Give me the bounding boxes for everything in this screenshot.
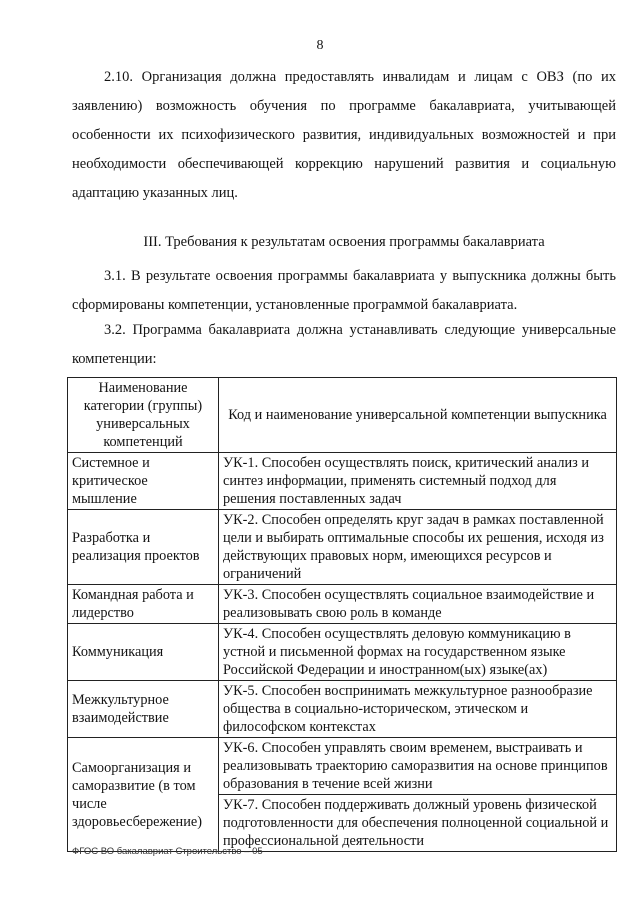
category-cell: Коммуникация — [68, 624, 219, 681]
table-row — [68, 681, 617, 738]
table-row — [68, 453, 617, 510]
header-category: Наименование категории (группы) универсальных компетенций — [68, 378, 219, 453]
competencies-table — [67, 377, 617, 852]
table-row — [68, 738, 617, 795]
category-cell: Системное и критическое мышление — [68, 453, 219, 510]
paragraph-2-10: 2.10. Организация должна предоставлять инвалидам и лицам с ОВЗ (по их заявлению) возможность обучения по программе бакалавриата, учитывающей особенности их психофизического развития, индивидуальных возможностей и при необходимости обеспечивающей коррекцию нарушений развития и социальную адаптацию указанных лиц. — [72, 69, 616, 201]
paragraph-3-2: 3.2. Программа бакалавриата должна устанавливать следующие универсальные компетенции: — [72, 322, 616, 367]
section-title: III. Требования к результатам освоения программы бакалавриата — [143, 234, 545, 250]
competence-cell: УК-3. Способен осуществлять социальное взаимодействие и реализовывать свою роль в команде — [219, 585, 617, 624]
header-competence: Код и наименование универсальной компетенции выпускника — [219, 378, 617, 453]
category-cell: Командная работа и лидерство — [68, 585, 219, 624]
category-cell: Межкультурное взаимодействие — [68, 681, 219, 738]
competence-cell: УК-4. Способен осуществлять деловую коммуникацию в устной и письменной формах на государственном языке Российской Федерации и иностранном(ых) языке(ах) — [219, 624, 617, 681]
competence-cell: УК-7. Способен поддерживать должный уровень физической подготовленности для обеспечения полноценной социальной и профессиональной деятельности — [219, 795, 617, 852]
category-cell: Разработка и реализация проектов — [68, 510, 219, 585]
competence-cell: УК-6. Способен управлять своим временем, выстраивать и реализовывать траекторию саморазвития на основе принципов образования в течение всей жизни — [219, 738, 617, 795]
table-row — [68, 585, 617, 624]
table-row — [68, 624, 617, 681]
competence-cell: УК-1. Способен осуществлять поиск, критический анализ и синтез информации, применять системный подход для решения поставленных задач — [219, 453, 617, 510]
table-row — [68, 510, 617, 585]
competence-cell: УК-2. Способен определять круг задач в рамках поставленной цели и выбирать оптимальные способы их решения, исходя из действующих правовых норм, имеющихся ресурсов и ограничений — [219, 510, 617, 585]
category-cell: Самоорганизация и саморазвитие (в том числе здоровьесбережение) — [68, 738, 219, 852]
paragraph-3-1: 3.1. В результате освоения программы бакалавриата у выпускника должны быть сформированы компетенции, установленные программой бакалавриата. — [72, 268, 616, 313]
competence-cell: УК-5. Способен воспринимать межкультурное разнообразие общества в социально-историческом, этическом и философском контекстах — [219, 681, 617, 738]
footer: ФГОС ВО бакалавриат Строительство – 05 — [72, 846, 263, 857]
page-number: 8 — [316, 38, 324, 53]
table-header-row — [68, 378, 617, 453]
